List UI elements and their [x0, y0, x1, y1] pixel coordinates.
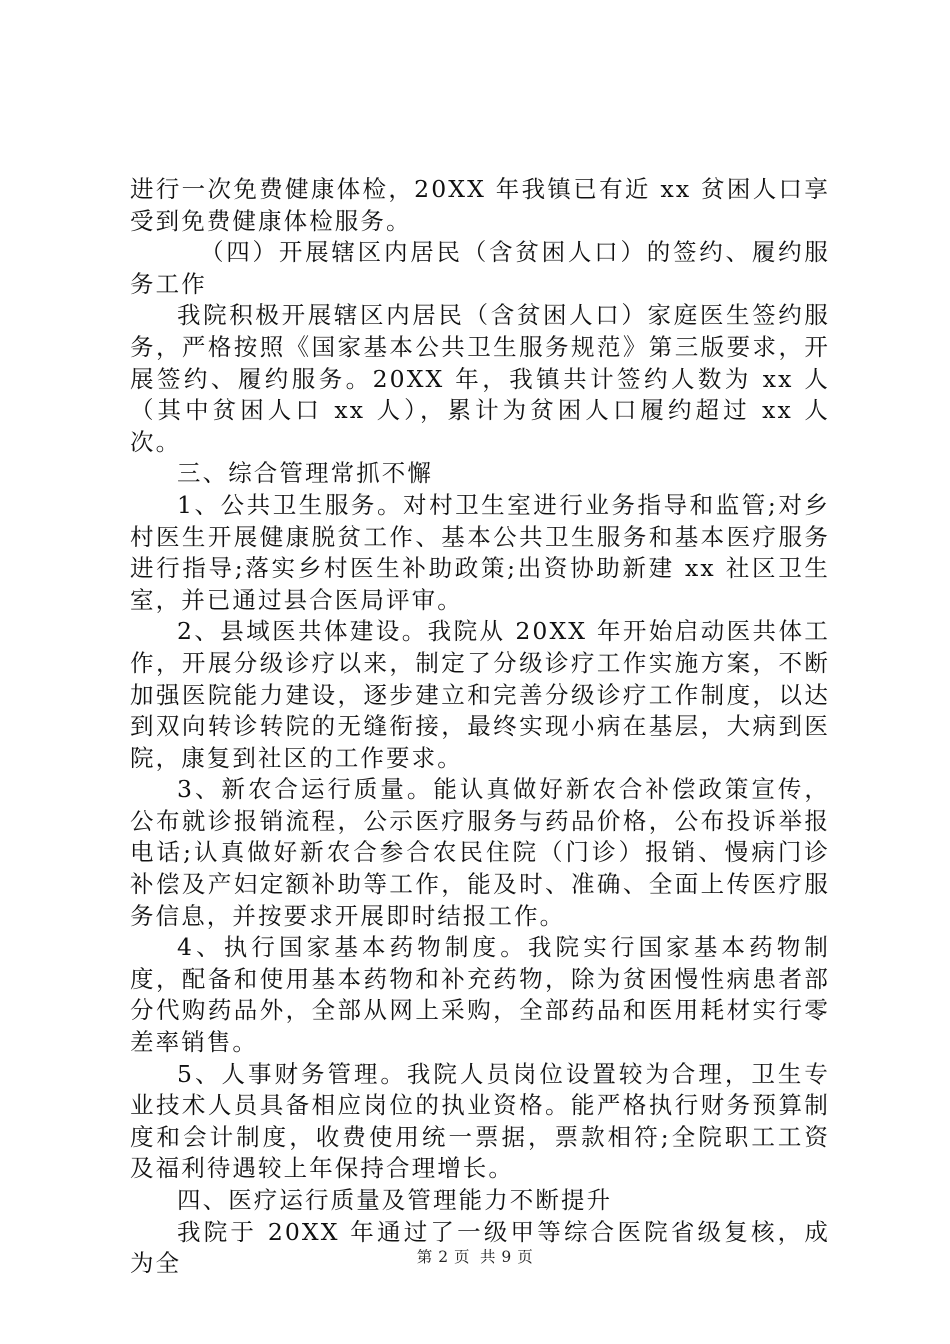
- paragraph-hospital-review: 我院于 20XX 年通过了一级甲等综合医院省级复核，成为全: [130, 1217, 830, 1278]
- document-body: [130, 174, 830, 1280]
- paragraph-medical-community: 2、县域医共体建设。我院从 20XX 年开始启动医共体工作，开展分级诊疗以来，制定了分级诊疗工作实施方案，不断加强医院能力建设，逐步建立和完善分级诊疗工作制度，以达到双向转诊转院的无缝衔接，最终实现小病在基层，大病到医院，康复到社区的工作要求。: [130, 617, 830, 772]
- paragraph-rural-cooperative: 3、新农合运行质量。能认真做好新农合补偿政策宣传，公布就诊报销流程，公示医疗服务与药品价格，公布投诉举报电话;认真做好新农合参合农民住院（门诊）报销、慢病门诊补偿及产妇定额补助等工作，能及时、准确、全面上传医疗服务信息，并按要求开展即时结报工作。: [130, 775, 830, 930]
- paragraph-personnel-finance: 5、人事财务管理。我院人员岗位设置较为合理，卫生专业技术人员具备相应岗位的执业资格。能严格执行财务预算制度和会计制度，收费使用统一票据，票款相符;全院职工工资及福利待遇较上年保持合理增长。: [130, 1059, 830, 1183]
- page-number: 第 2 页: [416, 1248, 470, 1266]
- paragraph-signing-service: 我院积极开展辖区内居民（含贫困人口）家庭医生签约服务，严格按照《国家基本公共卫生服务规范》第三版要求，开展签约、履约服务。20XX 年，我镇共计签约人数为 xx 人（其中贫困人口 xx 人），累计为贫困人口履约超过 xx 人次。: [130, 301, 830, 456]
- page-total: 共 9 页: [480, 1248, 534, 1266]
- paragraph-public-health: 1、公共卫生服务。对村卫生室进行业务指导和监管;对乡村医生开展健康脱贫工作、基本公共卫生服务和基本医疗服务进行指导;落实乡村医生补助政策;出资协助新建 xx 社区卫生室，并已通过县合医局评审。: [130, 490, 830, 614]
- page-footer: [0, 1245, 950, 1267]
- section-heading-medical-quality: 四、医疗运行质量及管理能力不断提升: [177, 1186, 613, 1214]
- section-heading-management: 三、综合管理常抓不懈: [177, 459, 433, 488]
- paragraph-essential-drugs: 4、执行国家基本药物制度。我院实行国家基本药物制度，配备和使用基本药物和补充药物，除为贫困慢性病患者部分代购药品外，全部从网上采购，全部药品和医用耗材实行零差率销售。: [130, 933, 830, 1057]
- section-heading-signing-service: （四）开展辖区内居民（含贫困人口）的签约、履约服务工作: [130, 238, 830, 298]
- paragraph-continuation: 进行一次免费健康体检，20XX 年我镇已有近 xx 贫困人口享受到免费健康体检服务。: [130, 175, 830, 235]
